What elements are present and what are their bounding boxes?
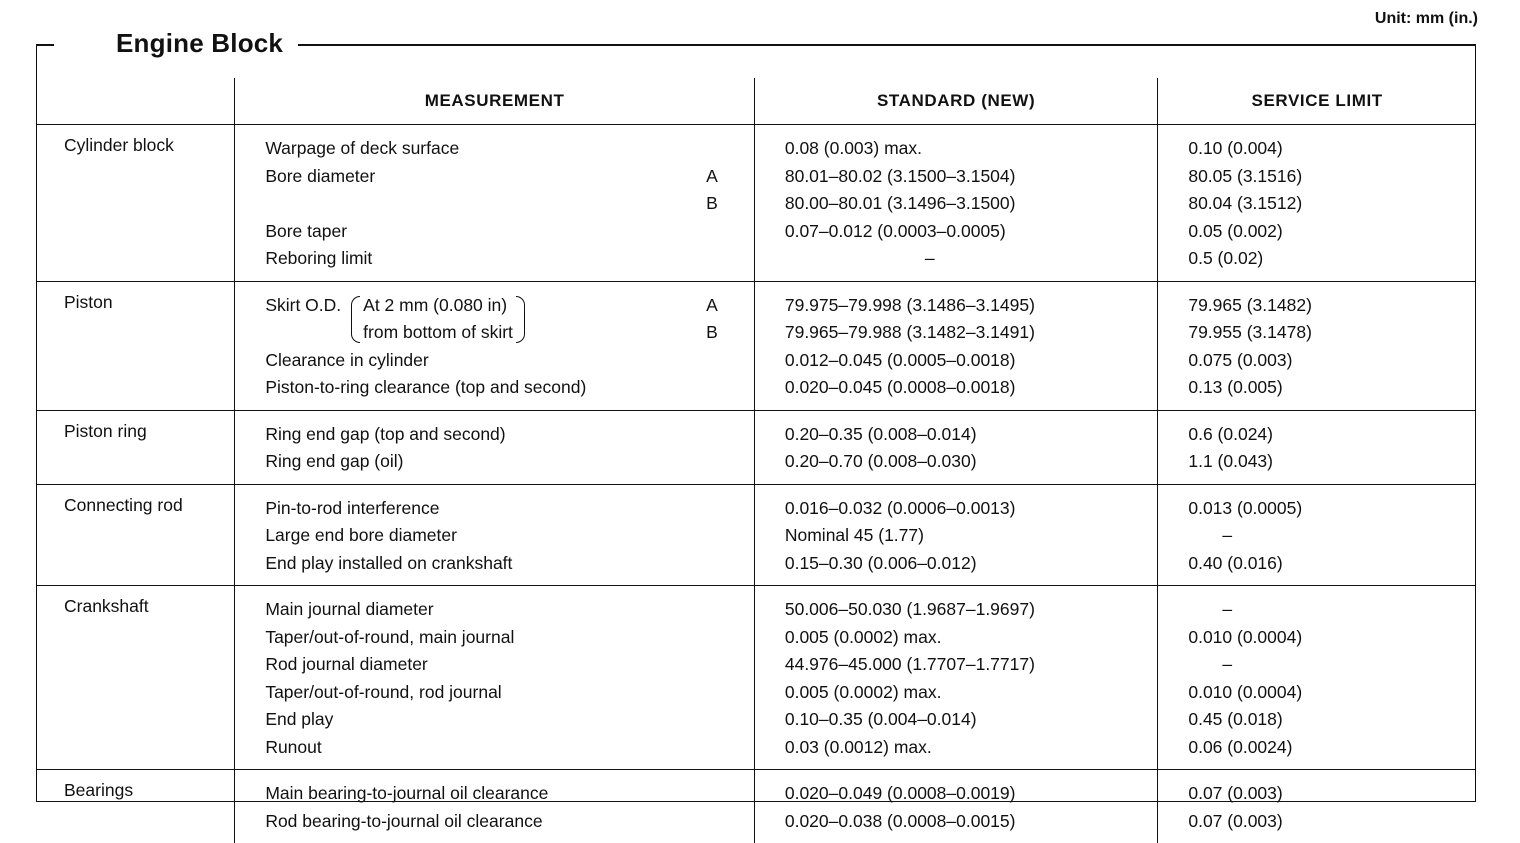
measurement-text: Runout (265, 737, 321, 757)
service-limit-value: 80.04 (3.1512) (1188, 190, 1476, 218)
service-limit-value: 79.955 (3.1478) (1188, 319, 1476, 347)
standard-cell (754, 410, 1157, 484)
measurement-line (265, 319, 754, 347)
standard-value: 80.01–80.02 (3.1500–3.1504) (785, 163, 1157, 191)
skirt-note-line-2: from bottom of skirt (363, 319, 513, 347)
service-limit-cell (1158, 586, 1476, 770)
measurement-line (265, 495, 754, 523)
service-limit-value: 0.45 (0.018) (1188, 706, 1476, 734)
standard-cell (754, 770, 1157, 843)
measurement-line (265, 374, 754, 402)
header-measurement: MEASUREMENT (235, 78, 755, 125)
measurement-line (265, 135, 754, 163)
service-limit-value: 0.10 (0.004) (1188, 135, 1476, 163)
standard-value: 0.005 (0.0002) max. (785, 679, 1157, 707)
measurement-line (265, 522, 754, 550)
table-row (36, 484, 1476, 586)
category-label: Connecting rod (36, 485, 234, 516)
measurement-text: Rod journal diameter (265, 654, 427, 674)
standard-value: – (785, 245, 1157, 273)
service-limit-cell (1158, 125, 1476, 282)
measurement-text: Clearance in cylinder (265, 350, 428, 370)
standard-value: 79.965–79.988 (3.1482–3.1491) (785, 319, 1157, 347)
service-limit-value: 0.5 (0.02) (1188, 245, 1476, 273)
category-label: Crankshaft (36, 586, 234, 617)
measurement-text: End play (265, 709, 333, 729)
category-cell (36, 770, 235, 843)
standard-value: 0.020–0.045 (0.0008–0.0018) (785, 374, 1157, 402)
standard-value: 0.20–0.35 (0.008–0.014) (785, 421, 1157, 449)
measurement-cell (235, 586, 755, 770)
spec-table (36, 78, 1476, 843)
standard-value: 0.03 (0.0012) max. (785, 734, 1157, 762)
category-cell (36, 586, 235, 770)
service-limit-cell (1158, 770, 1476, 843)
category-label: Bearings (36, 770, 234, 801)
category-label: Piston (36, 282, 234, 313)
page-title: Engine Block (116, 28, 283, 59)
measurement-text: Main bearing-to-journal oil clearance (265, 783, 548, 803)
service-limit-value: 0.075 (0.003) (1188, 347, 1476, 375)
measurement-text: Main journal diameter (265, 599, 433, 619)
service-limit-value: 80.05 (3.1516) (1188, 163, 1476, 191)
standard-value: 0.15–0.30 (0.006–0.012) (785, 550, 1157, 578)
category-cell (36, 410, 235, 484)
category-cell (36, 281, 235, 410)
unit-label: Unit: mm (in.) (1375, 10, 1478, 28)
service-limit-cell (1158, 410, 1476, 484)
service-limit-value: 0.06 (0.0024) (1188, 734, 1476, 762)
measurement-line (265, 190, 754, 218)
skirt-note-line-1: At 2 mm (0.080 in) (363, 292, 513, 320)
measurement-cell (235, 281, 755, 410)
table-row (36, 586, 1476, 770)
measurement-line (265, 679, 754, 707)
standard-value: 0.005 (0.0002) max. (785, 624, 1157, 652)
measurement-line (265, 734, 754, 762)
table-row (36, 410, 1476, 484)
service-limit-value: 1.1 (0.043) (1188, 448, 1476, 476)
measurement-line (265, 550, 754, 578)
standard-value: 50.006–50.030 (1.9687–1.9697) (785, 596, 1157, 624)
standard-cell (754, 281, 1157, 410)
standard-value: 0.20–0.70 (0.008–0.030) (785, 448, 1157, 476)
service-limit-value: – (1188, 596, 1476, 624)
measurement-text: Warpage of deck surface (265, 138, 459, 158)
measurement-line (265, 624, 754, 652)
measurement-line (265, 292, 754, 320)
category-cell (36, 125, 235, 282)
standard-cell (754, 484, 1157, 586)
standard-cell (754, 125, 1157, 282)
category-label: Piston ring (36, 411, 234, 442)
measurement-line (265, 596, 754, 624)
measurement-line (265, 780, 754, 808)
measurement-text: Taper/out-of-round, rod journal (265, 682, 501, 702)
standard-cell (754, 586, 1157, 770)
variant-label: A (706, 163, 718, 191)
measurement-text: Large end bore diameter (265, 525, 457, 545)
measurement-cell (235, 770, 755, 843)
standard-value: 0.08 (0.003) max. (785, 135, 1157, 163)
category-cell (36, 484, 235, 586)
measurement-line (265, 651, 754, 679)
measurement-line (265, 706, 754, 734)
measurement-text: End play installed on crankshaft (265, 553, 512, 573)
header-row (36, 78, 1476, 125)
standard-value: 0.020–0.038 (0.0008–0.0015) (785, 808, 1157, 836)
service-limit-value: 0.07 (0.003) (1188, 808, 1476, 836)
skirt-od-label: Skirt O.D. (265, 292, 341, 320)
variant-label: B (706, 190, 718, 218)
measurement-line (265, 808, 754, 836)
standard-value: 0.10–0.35 (0.004–0.014) (785, 706, 1157, 734)
measurement-text: Reboring limit (265, 248, 372, 268)
measurement-line (265, 347, 754, 375)
measurement-cell (235, 484, 755, 586)
service-limit-value: 0.6 (0.024) (1188, 421, 1476, 449)
service-limit-cell (1158, 484, 1476, 586)
service-limit-cell (1158, 281, 1476, 410)
service-limit-value: 79.965 (3.1482) (1188, 292, 1476, 320)
measurement-line (265, 245, 754, 273)
header-category (36, 78, 235, 125)
measurement-cell (235, 410, 755, 484)
service-limit-value: 0.13 (0.005) (1188, 374, 1476, 402)
standard-value: 0.020–0.049 (0.0008–0.0019) (785, 780, 1157, 808)
table-row (36, 770, 1476, 843)
measurement-text: Ring end gap (oil) (265, 451, 403, 471)
header-service-limit: SERVICE LIMIT (1158, 78, 1476, 125)
variant-label: B (706, 319, 718, 347)
measurement-text: Ring end gap (top and second) (265, 424, 505, 444)
measurement-line (265, 421, 754, 449)
service-limit-value: 0.05 (0.002) (1188, 218, 1476, 246)
measurement-text: Piston-to-ring clearance (top and second) (265, 377, 586, 397)
standard-value: 0.016–0.032 (0.0006–0.0013) (785, 495, 1157, 523)
category-label: Cylinder block (36, 125, 234, 156)
service-limit-value: 0.40 (0.016) (1188, 550, 1476, 578)
service-limit-value: 0.013 (0.0005) (1188, 495, 1476, 523)
service-limit-value: 0.010 (0.0004) (1188, 624, 1476, 652)
measurement-text: Rod bearing-to-journal oil clearance (265, 811, 542, 831)
variant-label: A (706, 292, 718, 320)
standard-value: Nominal 45 (1.77) (785, 522, 1157, 550)
table-row (36, 281, 1476, 410)
measurement-line (265, 218, 754, 246)
measurement-cell (235, 125, 755, 282)
standard-value: 79.975–79.998 (3.1486–3.1495) (785, 292, 1157, 320)
table-row (36, 125, 1476, 282)
service-limit-value: – (1188, 651, 1476, 679)
service-limit-value: 0.010 (0.0004) (1188, 679, 1476, 707)
measurement-line (265, 163, 754, 191)
measurement-text: Pin-to-rod interference (265, 498, 439, 518)
measurement-text: Bore diameter (265, 166, 375, 186)
standard-value: 0.012–0.045 (0.0005–0.0018) (785, 347, 1157, 375)
service-limit-value: 0.07 (0.003) (1188, 780, 1476, 808)
standard-value: 80.00–80.01 (3.1496–3.1500) (785, 190, 1157, 218)
header-standard: STANDARD (NEW) (754, 78, 1157, 125)
standard-value: 0.07–0.012 (0.0003–0.0005) (785, 218, 1157, 246)
service-limit-value: – (1188, 522, 1476, 550)
measurement-text: Taper/out-of-round, main journal (265, 627, 514, 647)
measurement-text: Bore taper (265, 221, 347, 241)
measurement-line (265, 448, 754, 476)
standard-value: 44.976–45.000 (1.7707–1.7717) (785, 651, 1157, 679)
